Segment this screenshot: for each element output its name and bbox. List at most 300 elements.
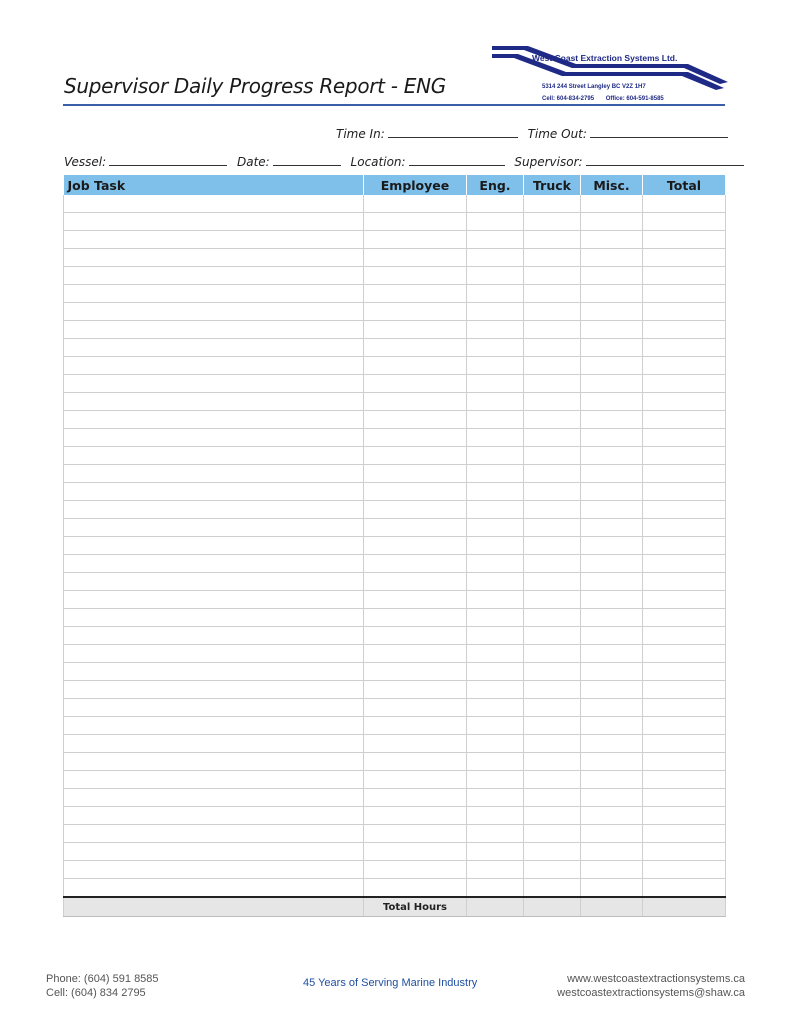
table-cell[interactable] [581, 879, 643, 898]
table-cell[interactable] [64, 483, 364, 501]
table-cell[interactable] [64, 231, 364, 249]
table-cell[interactable] [581, 375, 643, 393]
table-cell[interactable] [64, 663, 364, 681]
table-cell[interactable] [581, 861, 643, 879]
table-row [64, 627, 726, 645]
table-cell[interactable] [524, 843, 581, 861]
header-divider [63, 104, 725, 106]
table-cell[interactable] [364, 195, 467, 213]
time-out-label: Time Out: [527, 127, 587, 141]
total-cell[interactable] [524, 897, 581, 917]
table-cell[interactable] [643, 429, 726, 447]
location-field[interactable] [409, 153, 505, 166]
table-cell[interactable] [467, 447, 524, 465]
table-row [64, 771, 726, 789]
table-cell[interactable] [643, 681, 726, 699]
table-row [64, 267, 726, 285]
table-cell[interactable] [64, 411, 364, 429]
table-cell[interactable] [64, 249, 364, 267]
table-cell[interactable] [643, 375, 726, 393]
table-cell[interactable] [64, 519, 364, 537]
table-cell[interactable] [364, 663, 467, 681]
table-cell[interactable] [364, 645, 467, 663]
table-cell[interactable] [643, 321, 726, 339]
table-cell[interactable] [364, 303, 467, 321]
table-cell[interactable] [364, 753, 467, 771]
date-label: Date: [236, 155, 270, 169]
table-cell[interactable] [467, 627, 524, 645]
table-cell[interactable] [364, 789, 467, 807]
table-cell[interactable] [524, 609, 581, 627]
table-cell[interactable] [64, 609, 364, 627]
table-cell[interactable] [581, 789, 643, 807]
table-cell[interactable] [364, 357, 467, 375]
table-cell[interactable] [524, 465, 581, 483]
table-cell[interactable] [581, 393, 643, 411]
table-cell[interactable] [364, 879, 467, 898]
table-row [64, 357, 726, 375]
table-cell[interactable] [643, 393, 726, 411]
table-cell[interactable] [524, 627, 581, 645]
table-row [64, 717, 726, 735]
table-row [64, 519, 726, 537]
date-field[interactable] [273, 153, 341, 166]
table-cell[interactable] [524, 735, 581, 753]
table-cell[interactable] [64, 879, 364, 898]
table-cell[interactable] [643, 609, 726, 627]
table-cell[interactable] [524, 771, 581, 789]
table-cell[interactable] [581, 609, 643, 627]
table-cell[interactable] [643, 195, 726, 213]
table-cell[interactable] [467, 843, 524, 861]
col-eng: Eng. [467, 175, 524, 195]
table-cell[interactable] [364, 825, 467, 843]
table-cell[interactable] [643, 735, 726, 753]
table-cell[interactable] [364, 249, 467, 267]
table-cell[interactable] [643, 231, 726, 249]
table-cell[interactable] [581, 321, 643, 339]
table-cell[interactable] [64, 789, 364, 807]
vessel-label: Vessel: [64, 155, 107, 169]
table-cell[interactable] [643, 519, 726, 537]
table-cell[interactable] [581, 753, 643, 771]
total-cell[interactable] [467, 897, 524, 917]
footer-cell: Cell: (604) 834 2795 [46, 987, 146, 999]
table-cell[interactable] [524, 879, 581, 898]
table-cell[interactable] [643, 285, 726, 303]
table-row [64, 231, 726, 249]
table-row [64, 303, 726, 321]
table-cell[interactable] [467, 807, 524, 825]
table-cell[interactable] [467, 645, 524, 663]
table-cell[interactable] [581, 465, 643, 483]
table-cell[interactable] [643, 537, 726, 555]
table-cell[interactable] [581, 519, 643, 537]
table-row [64, 375, 726, 393]
table-cell[interactable] [581, 573, 643, 591]
table-header-row [64, 175, 726, 195]
table-cell[interactable] [64, 735, 364, 753]
table-cell[interactable] [581, 663, 643, 681]
time-in-label: Time In: [336, 127, 385, 141]
table-cell[interactable] [524, 303, 581, 321]
supervisor-label: Supervisor: [514, 155, 583, 169]
table-cell[interactable] [64, 573, 364, 591]
table-cell[interactable] [581, 717, 643, 735]
table-cell[interactable] [64, 591, 364, 609]
table-cell[interactable] [524, 195, 581, 213]
table-cell[interactable] [581, 825, 643, 843]
table-cell[interactable] [524, 663, 581, 681]
table-cell[interactable] [64, 681, 364, 699]
table-cell[interactable] [581, 555, 643, 573]
table-cell[interactable] [643, 699, 726, 717]
table-cell[interactable] [364, 627, 467, 645]
table-cell[interactable] [643, 465, 726, 483]
table-cell[interactable] [581, 195, 643, 213]
table-cell[interactable] [64, 645, 364, 663]
footer-web [557, 972, 745, 1000]
table-cell[interactable] [581, 483, 643, 501]
table-cell[interactable] [64, 717, 364, 735]
table-cell[interactable] [364, 861, 467, 879]
table-cell[interactable] [64, 843, 364, 861]
table-cell[interactable] [581, 267, 643, 285]
table-cell[interactable] [581, 537, 643, 555]
table-cell[interactable] [467, 411, 524, 429]
table-cell[interactable] [364, 213, 467, 231]
table-cell[interactable] [524, 591, 581, 609]
table-cell[interactable] [364, 843, 467, 861]
table-cell[interactable] [524, 807, 581, 825]
table-cell[interactable] [581, 231, 643, 249]
table-cell[interactable] [524, 501, 581, 519]
table-cell[interactable] [467, 663, 524, 681]
table-row [64, 321, 726, 339]
table-cell[interactable] [581, 339, 643, 357]
table-cell[interactable] [524, 321, 581, 339]
table-cell[interactable] [524, 411, 581, 429]
table-cell[interactable] [467, 483, 524, 501]
table-row [64, 807, 726, 825]
footer-phone: Phone: (604) 591 8585 [46, 973, 159, 985]
table-cell[interactable] [643, 807, 726, 825]
table-cell[interactable] [467, 231, 524, 249]
table-cell[interactable] [581, 249, 643, 267]
table-cell[interactable] [524, 681, 581, 699]
table-cell[interactable] [467, 303, 524, 321]
table-cell[interactable] [364, 429, 467, 447]
table-cell[interactable] [364, 699, 467, 717]
table-cell[interactable] [643, 627, 726, 645]
table-cell[interactable] [581, 735, 643, 753]
table-row [64, 573, 726, 591]
table-cell[interactable] [467, 717, 524, 735]
table-cell[interactable] [643, 789, 726, 807]
table-cell[interactable] [524, 861, 581, 879]
table-cell[interactable] [364, 321, 467, 339]
table-cell[interactable] [364, 393, 467, 411]
table-cell[interactable] [64, 393, 364, 411]
table-cell[interactable] [364, 681, 467, 699]
table-row [64, 789, 726, 807]
table-cell[interactable] [467, 573, 524, 591]
table-cell[interactable] [643, 501, 726, 519]
table-cell[interactable] [524, 699, 581, 717]
total-cell[interactable] [581, 897, 643, 917]
table-cell[interactable] [581, 591, 643, 609]
table-cell[interactable] [581, 303, 643, 321]
table-cell[interactable] [467, 555, 524, 573]
table-cell[interactable] [467, 681, 524, 699]
table-cell[interactable] [524, 573, 581, 591]
table-cell[interactable] [64, 357, 364, 375]
company-cell: Cell: 604-834-2795 [542, 96, 595, 102]
table-cell[interactable] [467, 213, 524, 231]
table-cell[interactable] [524, 825, 581, 843]
table-cell[interactable] [364, 519, 467, 537]
table-cell[interactable] [467, 771, 524, 789]
table-cell[interactable] [364, 735, 467, 753]
table-cell[interactable] [64, 861, 364, 879]
table-cell[interactable] [364, 447, 467, 465]
table-row [64, 411, 726, 429]
total-cell[interactable] [643, 897, 726, 917]
total-hours-label: Total Hours [364, 897, 467, 917]
table-cell[interactable] [467, 375, 524, 393]
table-cell[interactable] [64, 501, 364, 519]
table-cell[interactable] [364, 771, 467, 789]
table-cell[interactable] [643, 825, 726, 843]
total-cell[interactable] [64, 897, 364, 917]
table-cell[interactable] [64, 213, 364, 231]
table-row [64, 537, 726, 555]
table-cell[interactable] [581, 447, 643, 465]
time-out-field[interactable] [590, 125, 728, 138]
table-cell[interactable] [581, 645, 643, 663]
footer-website[interactable]: www.westcoastextractionsystems.ca [567, 973, 745, 985]
table-cell[interactable] [643, 357, 726, 375]
table-cell[interactable] [643, 645, 726, 663]
table-cell[interactable] [467, 195, 524, 213]
table-cell[interactable] [364, 555, 467, 573]
table-cell[interactable] [467, 285, 524, 303]
table-cell[interactable] [524, 753, 581, 771]
time-fields-row [336, 125, 728, 141]
table-cell[interactable] [64, 267, 364, 285]
table-cell[interactable] [524, 231, 581, 249]
table-cell[interactable] [581, 627, 643, 645]
table-cell[interactable] [64, 195, 364, 213]
table-cell[interactable] [524, 717, 581, 735]
table-cell[interactable] [524, 339, 581, 357]
table-cell[interactable] [364, 501, 467, 519]
table-cell[interactable] [643, 339, 726, 357]
table-cell[interactable] [643, 663, 726, 681]
table-cell[interactable] [64, 303, 364, 321]
footer-email[interactable]: westcoastextractionsystems@shaw.ca [557, 987, 745, 999]
table-cell[interactable] [364, 483, 467, 501]
task-table [63, 175, 726, 917]
table-cell[interactable] [64, 699, 364, 717]
table-cell[interactable] [467, 825, 524, 843]
table-row [64, 861, 726, 879]
table-cell[interactable] [364, 375, 467, 393]
col-truck: Truck [524, 175, 581, 195]
info-fields-row [64, 153, 744, 169]
table-cell[interactable] [581, 771, 643, 789]
table-cell[interactable] [364, 231, 467, 249]
total-hours-row [64, 897, 726, 917]
table-cell[interactable] [364, 537, 467, 555]
table-cell[interactable] [524, 285, 581, 303]
table-cell[interactable] [524, 375, 581, 393]
table-cell[interactable] [467, 537, 524, 555]
table-cell[interactable] [364, 465, 467, 483]
table-cell[interactable] [64, 771, 364, 789]
table-cell[interactable] [643, 879, 726, 898]
table-row [64, 699, 726, 717]
table-row [64, 555, 726, 573]
table-cell[interactable] [364, 339, 467, 357]
table-cell[interactable] [581, 285, 643, 303]
table-cell[interactable] [643, 447, 726, 465]
vessel-field[interactable] [109, 153, 227, 166]
table-cell[interactable] [64, 825, 364, 843]
table-cell[interactable] [64, 285, 364, 303]
table-row [64, 843, 726, 861]
table-cell[interactable] [64, 465, 364, 483]
table-cell[interactable] [467, 591, 524, 609]
time-in-field[interactable] [388, 125, 518, 138]
table-cell[interactable] [524, 393, 581, 411]
table-cell[interactable] [643, 591, 726, 609]
table-cell[interactable] [524, 483, 581, 501]
footer-contact [46, 972, 159, 1000]
table-cell[interactable] [467, 357, 524, 375]
footer-tagline: 45 Years of Serving Marine Industry [303, 977, 478, 989]
table-cell[interactable] [364, 285, 467, 303]
table-cell[interactable] [643, 861, 726, 879]
table-body [64, 195, 726, 917]
table-cell[interactable] [467, 321, 524, 339]
table-cell[interactable] [364, 411, 467, 429]
table-cell[interactable] [643, 303, 726, 321]
table-cell[interactable] [64, 447, 364, 465]
table-cell[interactable] [467, 249, 524, 267]
table-cell[interactable] [467, 609, 524, 627]
table-cell[interactable] [581, 429, 643, 447]
table-cell[interactable] [524, 447, 581, 465]
table-cell[interactable] [524, 357, 581, 375]
table-row [64, 213, 726, 231]
table-cell[interactable] [581, 411, 643, 429]
table-cell[interactable] [467, 267, 524, 285]
table-row [64, 393, 726, 411]
table-cell[interactable] [364, 609, 467, 627]
supervisor-field[interactable] [586, 153, 744, 166]
table-cell[interactable] [581, 843, 643, 861]
company-phones [542, 96, 664, 102]
table-cell[interactable] [524, 249, 581, 267]
table-cell[interactable] [581, 807, 643, 825]
table-cell[interactable] [643, 267, 726, 285]
table-cell[interactable] [64, 627, 364, 645]
table-cell[interactable] [364, 807, 467, 825]
table-cell[interactable] [467, 753, 524, 771]
table-cell[interactable] [467, 789, 524, 807]
table-cell[interactable] [524, 555, 581, 573]
table-cell[interactable] [467, 861, 524, 879]
table-cell[interactable] [643, 573, 726, 591]
page-title: Supervisor Daily Progress Report - ENG [64, 74, 446, 98]
table-cell[interactable] [581, 699, 643, 717]
table-cell[interactable] [64, 555, 364, 573]
table-cell[interactable] [467, 429, 524, 447]
table-cell[interactable] [524, 645, 581, 663]
table-cell[interactable] [467, 879, 524, 898]
table-cell[interactable] [64, 753, 364, 771]
table-cell[interactable] [467, 465, 524, 483]
table-cell[interactable] [581, 357, 643, 375]
table-row [64, 645, 726, 663]
table-cell[interactable] [64, 375, 364, 393]
table-cell[interactable] [643, 483, 726, 501]
table-row [64, 753, 726, 771]
table-cell[interactable] [643, 717, 726, 735]
table-cell[interactable] [64, 339, 364, 357]
table-cell[interactable] [467, 393, 524, 411]
table-cell[interactable] [643, 249, 726, 267]
table-cell[interactable] [364, 717, 467, 735]
table-row [64, 735, 726, 753]
table-row [64, 249, 726, 267]
table-cell[interactable] [467, 735, 524, 753]
table-cell[interactable] [364, 267, 467, 285]
table-cell[interactable] [643, 411, 726, 429]
table-cell[interactable] [524, 429, 581, 447]
table-cell[interactable] [467, 339, 524, 357]
table-cell[interactable] [643, 555, 726, 573]
table-cell[interactable] [581, 501, 643, 519]
table-row [64, 483, 726, 501]
table-cell[interactable] [524, 789, 581, 807]
table-row [64, 339, 726, 357]
table-cell[interactable] [364, 591, 467, 609]
table-cell[interactable] [524, 537, 581, 555]
table-cell[interactable] [524, 213, 581, 231]
table-cell[interactable] [643, 771, 726, 789]
table-cell[interactable] [467, 519, 524, 537]
table-cell[interactable] [467, 699, 524, 717]
table-cell[interactable] [364, 573, 467, 591]
table-cell[interactable] [64, 429, 364, 447]
col-misc: Misc. [581, 175, 643, 195]
table-row [64, 447, 726, 465]
table-cell[interactable] [64, 807, 364, 825]
table-cell[interactable] [643, 753, 726, 771]
table-cell[interactable] [643, 843, 726, 861]
table-cell[interactable] [64, 321, 364, 339]
table-cell[interactable] [581, 213, 643, 231]
table-cell[interactable] [64, 537, 364, 555]
table-cell[interactable] [581, 681, 643, 699]
table-cell[interactable] [524, 267, 581, 285]
table-cell[interactable] [643, 213, 726, 231]
table-cell[interactable] [467, 501, 524, 519]
table-cell[interactable] [524, 519, 581, 537]
col-job-task: Job Task [64, 175, 364, 195]
